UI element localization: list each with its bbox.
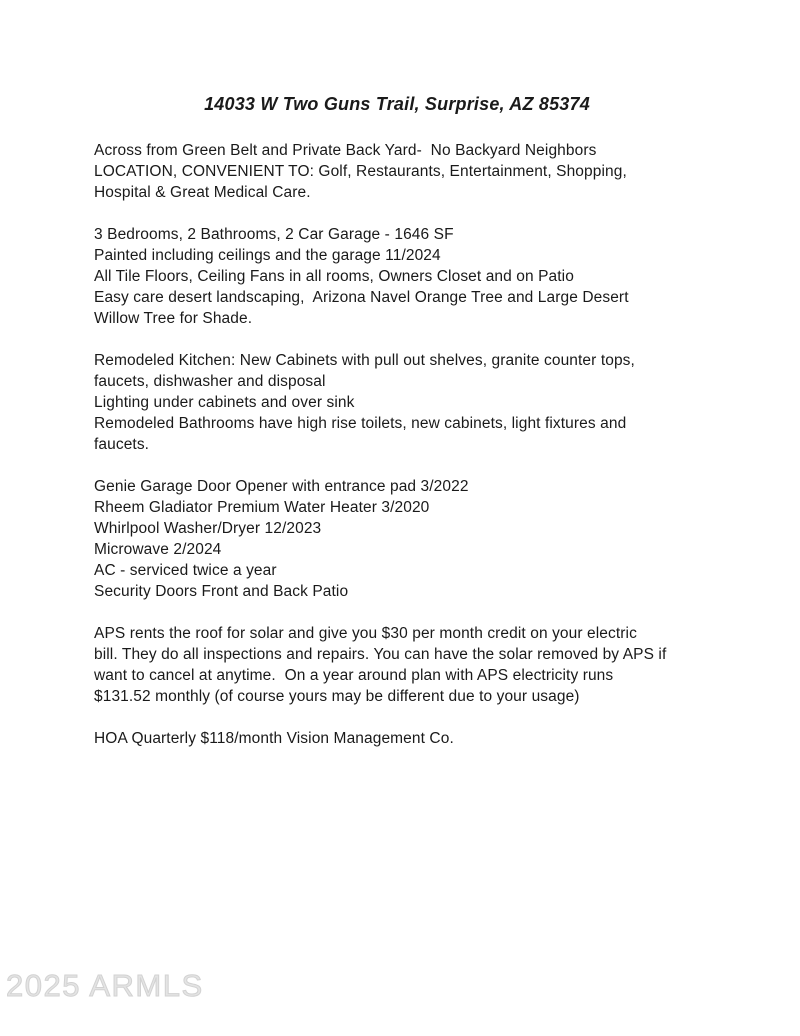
text-line: Microwave 2/2024	[94, 541, 222, 558]
paragraph-hoa-info	[94, 728, 700, 749]
text-line: want to cancel at anytime. On a year around plan with APS electricity runs	[94, 667, 614, 684]
property-address-title: 14033 W Two Guns Trail, Surprise, AZ 85374	[204, 94, 590, 114]
text-line: Painted including ceilings and the garage 11/2024	[94, 247, 441, 264]
text-line: bill. They do all inspections and repairs. You can have the solar removed by APS if	[94, 646, 667, 663]
text-line: Hospital & Great Medical Care.	[94, 184, 311, 201]
text-line: Easy care desert landscaping, Arizona Navel Orange Tree and Large Desert	[94, 289, 629, 306]
text-line: AC - serviced twice a year	[94, 562, 277, 579]
text-line: Security Doors Front and Back Patio	[94, 583, 349, 600]
text-line: Across from Green Belt and Private Back Yard- No Backyard Neighbors	[94, 142, 597, 159]
paragraph-location-highlights	[94, 140, 700, 203]
paragraph-remodel-details	[94, 350, 700, 455]
text-line: Rheem Gladiator Premium Water Heater 3/2020	[94, 499, 430, 516]
text-line: LOCATION, CONVENIENT TO: Golf, Restaurants, Entertainment, Shopping,	[94, 163, 627, 180]
text-line: faucets.	[94, 436, 150, 453]
text-line: Willow Tree for Shade.	[94, 310, 253, 327]
text-line: Remodeled Kitchen: New Cabinets with pull out shelves, granite counter tops,	[94, 352, 635, 369]
paragraph-appliances	[94, 476, 700, 602]
paragraph-solar-info	[94, 623, 700, 707]
text-line: Remodeled Bathrooms have high rise toilets, new cabinets, light fixtures and	[94, 415, 627, 432]
text-line: HOA Quarterly $118/month Vision Management Co.	[94, 730, 454, 747]
paragraph-home-features	[94, 224, 700, 329]
text-line: 3 Bedrooms, 2 Bathrooms, 2 Car Garage - 1646 SF	[94, 226, 454, 243]
document-body	[94, 93, 700, 770]
text-line: Lighting under cabinets and over sink	[94, 394, 355, 411]
text-line: Whirlpool Washer/Dryer 12/2023	[94, 520, 322, 537]
text-line: $131.52 monthly (of course yours may be different due to your usage)	[94, 688, 580, 705]
text-line: All Tile Floors, Ceiling Fans in all rooms, Owners Closet and on Patio	[94, 268, 574, 285]
armls-watermark: 2025 ARMLS	[6, 968, 204, 1003]
text-line: faucets, dishwasher and disposal	[94, 373, 326, 390]
text-line: APS rents the roof for solar and give you $30 per month credit on your electric	[94, 625, 637, 642]
text-line: Genie Garage Door Opener with entrance pad 3/2022	[94, 478, 469, 495]
